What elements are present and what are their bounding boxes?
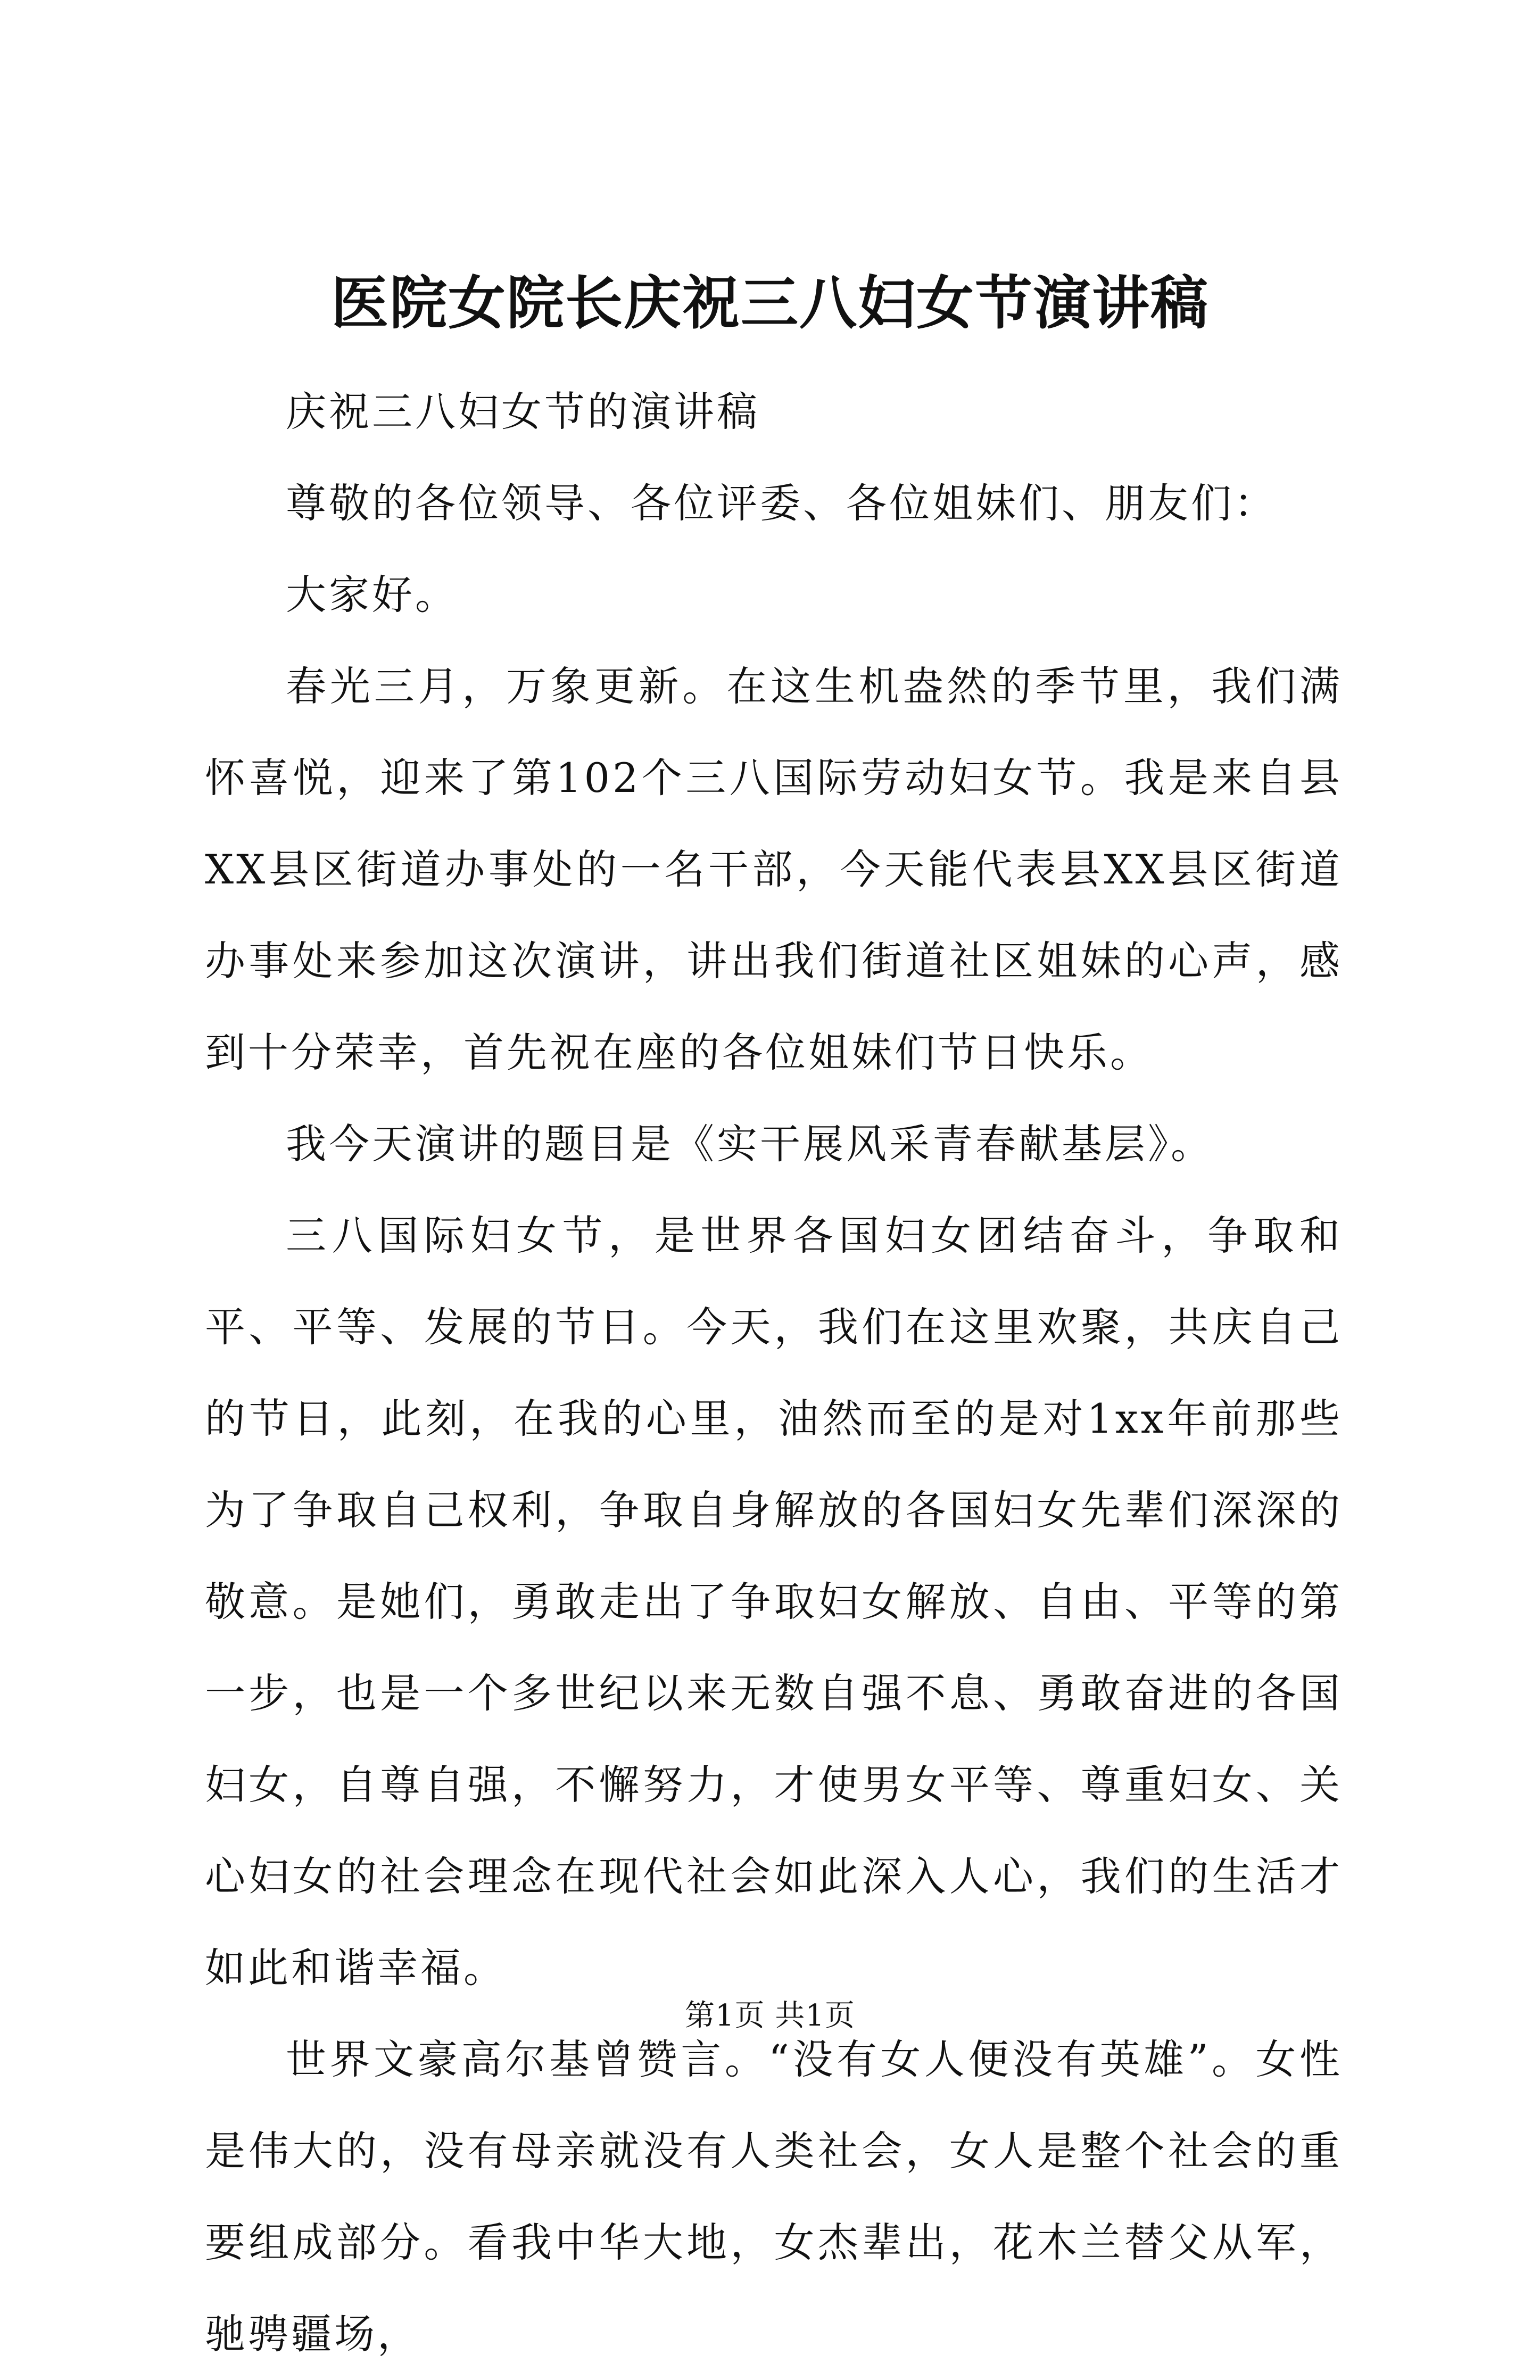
paragraph-womens-day: 三八国际妇女节，是世界各国妇女团结奋斗，争取和平、平等、发展的节日。今天，我们在这里欢聚，共庆自己的节日，此刻，在我的心里，油然而至的是对1xx年前那些为了争取自己权利，争取自身解放的各国妇女先辈们深深的敬意。是她们，勇敢走出了争取妇女解放、自由、平等的第一步，也是一个多世纪以来无数自强不息、勇敢奋进的各国妇女，自尊自强，不懈努力，才使男女平等、尊重妇女、关心妇女的社会理念在现代社会如此深入人心，我们的生活才如此和谐幸福。: [205, 1212, 1343, 1991]
paragraph-intro: 春光三月，万象更新。在这生机盎然的季节里，我们满怀喜悦，迎来了第102个三八国际劳动妇女节。我是来自县XX县区街道办事处的一名干部，今天能代表县XX县区街道办事处来参加这次演讲，讲出我们街道社区姐妹的心声，感到十分荣幸，首先祝在座的各位姐妹们节日快乐。: [205, 663, 1343, 1076]
page-footer: 第1页 共1页: [684, 1998, 856, 2033]
paragraph-subtitle: 庆祝三八妇女节的演讲稿: [286, 388, 760, 435]
paragraph-salutation: 尊敬的各位领导、各位评委、各位姐妹们、朋友们：: [286, 480, 1277, 527]
document-body: [205, 366, 1343, 2380]
document-title: 医院女院长庆祝三八妇女节演讲稿: [330, 270, 1209, 337]
paragraph-topic: 我今天演讲的题目是《实干展风采青春献基层》。: [286, 1120, 1214, 1168]
paragraph-gorky-quote: 世界文豪高尔基曾赞言。“没有女人便没有英雄”。女性是伟大的，没有母亲就没有人类社会，女人是整个社会的重要组成部分。看我中华大地，女杰辈出，花木兰替父从军，驰骋疆场，: [205, 2036, 1343, 2358]
paragraph-greeting: 大家好。: [286, 571, 458, 618]
